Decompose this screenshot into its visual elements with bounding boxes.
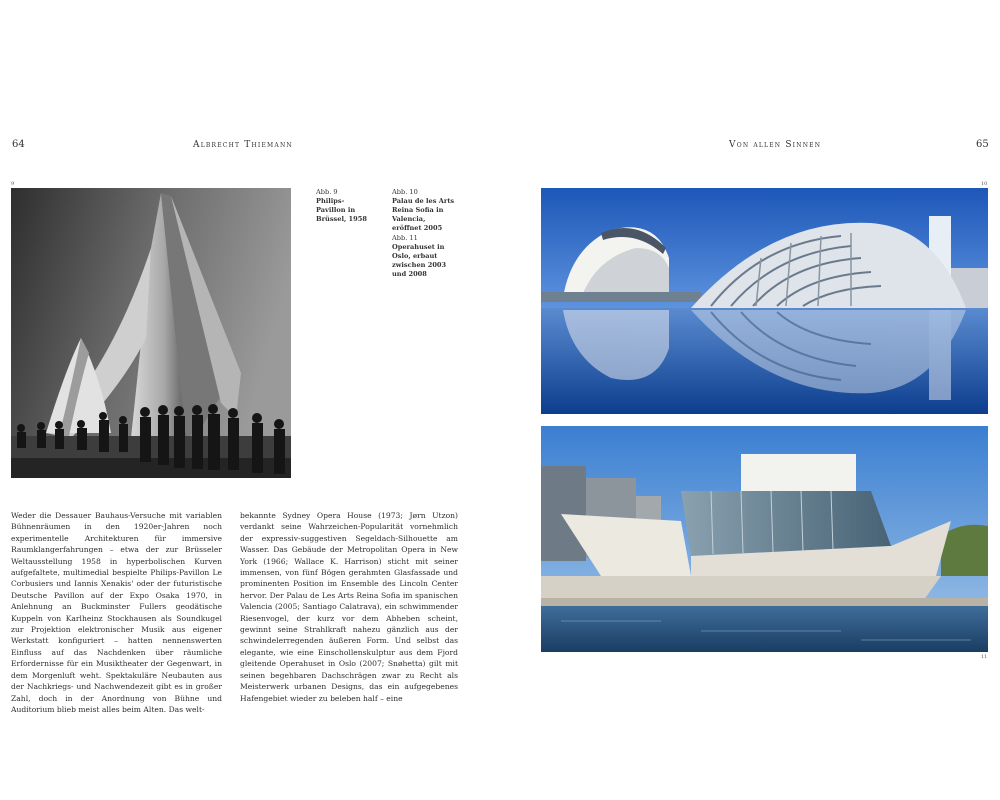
body-text-column-2: bekannte Sydney Opera House (1973; Jørn Utzon) verdankt seine Wahrzeichen-Popularität vornehmlich der expressiv-suggestiven Segeldach-Silhouette am Wasser. Das Gebäude der Metropolitan Opera in New York (1966; Wallace K. Harrison) sticht mit seiner immensen, von fünf Bögen gerahmten Glasfassade und prominenten Position im Ensemble des Lincoln Center hervor. Der Palau de Les Arts Reina Sofia im spanischen Valencia (2005; Santiago Calatrava), ein schwimmender Riesenvogel, der kurz vor dem Abheben scheint, gewinnt seine Strahlkraft nahezu gänzlich aus der schwindelerregenden äußeren Form. Und selbst das elegante, wie eine Einschollenskulptur aus dem Fjord gleitende Operahuset in Oslo (2007; Snøhetta) gilt mit seinen begehbaren Dachschrägen zwar zu Recht als Meisterwerk urbanen Designs, das ein aufgegebenes Hafengebiet wieder zu beleben half – eine xyxy=(240,511,458,703)
page-number-right: 65 xyxy=(976,139,989,150)
caption-abb-9-label: Abb. 9 xyxy=(316,188,338,196)
caption-abb-9-text: Philips-Pavillon in Brüssel, 1958 xyxy=(316,197,367,223)
photo-oslo-opera-house xyxy=(541,426,988,652)
caption-abb-11 xyxy=(392,234,458,279)
running-head-right: Von allen Sinnen xyxy=(729,140,822,150)
running-head-left: Albrecht Thiemann xyxy=(193,140,293,150)
caption-abb-11-label: Abb. 11 xyxy=(392,234,418,242)
figure-number-11: 11 xyxy=(981,654,988,660)
figure-number-9: 9 xyxy=(11,181,15,187)
page-number-left: 64 xyxy=(12,139,25,150)
photo-philips-pavilion xyxy=(11,188,291,478)
caption-abb-10-text: Palau de les Arts Reina Sofia in Valencia, eröffnet 2005 xyxy=(392,197,455,232)
caption-abb-10-label: Abb. 10 xyxy=(392,188,418,196)
body-text-column-1: Weder die Dessauer Bauhaus-Versuche mit variablen Bühnenräumen in den 1920er-Jahren noch experimentelle Architekturen für immersive Raumklangerfahrungen – etwa der zur Brüsseler Weltausstellung 1958 in hyperbolischen Kurven aufgefaltete, multimedial bespielte Philips-Pavillon Le Corbusiers und Iannis Xenakis' oder der futuristische Deutsche Pavillon auf der Expo Osaka 1970, in Anlehnung an Buckminster Fullers geodätische Kuppeln von Karlheinz Stockhausen als Soundkugel zur Projektion elektronischer Musik aus eigener Werkstatt konfiguriert – hatten nennenswerten Einfluss auf das Nachdenken über räumliche Erfordernisse für ein Musiktheater der Gegenwart, in dem Morgenluft weht. Spektakuläre Neubauten aus der Nachkriegs- und Nachwendezeit gibt es in großer Zahl, doch in der Anordnung von Bühne und Auditorium blieb meist alles beim Alten. Das welt- xyxy=(11,511,222,714)
figure-number-10: 10 xyxy=(981,181,988,187)
caption-abb-10 xyxy=(392,188,456,233)
caption-abb-11-text: Operahuset in Oslo, erbaut zwischen 2003 und 2008 xyxy=(392,243,447,278)
photo-palau-de-les-arts xyxy=(541,188,988,414)
caption-abb-9 xyxy=(316,188,372,224)
